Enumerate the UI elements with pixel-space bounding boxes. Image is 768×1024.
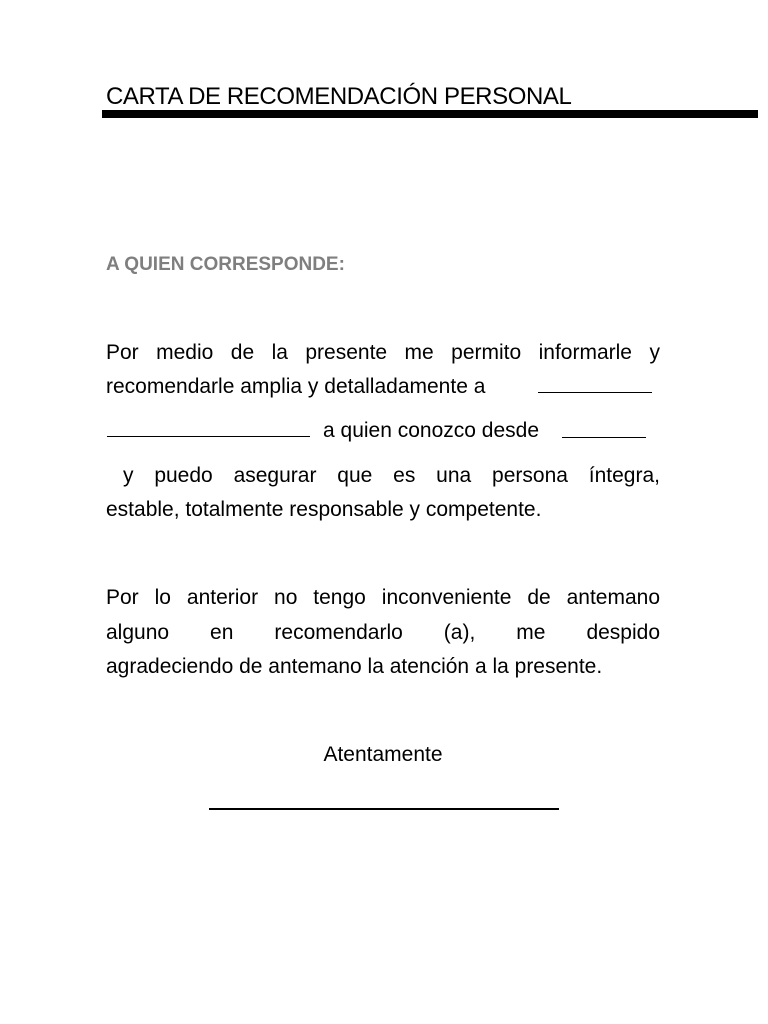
word: de [527,586,551,609]
name-blank-line [538,392,652,393]
paragraph2-line2 [106,618,660,648]
word: Por [106,586,139,609]
word: antemano [566,586,660,609]
word: es [393,464,416,487]
word: informarle [538,341,632,364]
word: medio [156,341,214,364]
word: de [230,341,255,364]
word: puedo [154,464,213,487]
title-underline-rule [102,110,758,118]
word: una [436,464,472,487]
word: y [649,341,660,364]
word: que [337,464,373,487]
word: me [516,621,546,644]
paragraph2-line3-text: agradeciendo de antemano la atención a la presente. [106,655,603,678]
word: y [123,464,134,487]
paragraph1-line4 [123,461,660,491]
paragraph1-line5 [106,495,660,525]
word: tengo [313,586,366,609]
paragraph1-line3 [323,416,539,446]
word: íntegra, [588,464,660,487]
word: despido [586,621,660,644]
salutation: A QUIEN CORRESPONDE: [106,254,345,275]
word: presente [305,341,388,364]
word: Por [106,341,139,364]
paragraph1-line1 [106,338,660,368]
paragraph1-line2-text: recomendarle amplia y detalladamente a [106,375,486,398]
paragraph2-line3 [106,652,660,682]
signature-line [209,808,559,810]
word: no [274,586,298,609]
word: anterior [186,586,259,609]
since-date-blank-line [562,437,646,438]
name-blank-line-continued [107,436,310,437]
document-title: CARTA DE RECOMENDACIÓN PERSONAL [106,83,572,110]
paragraph1-line5-text: estable, totalmente responsable y competente. [106,498,542,521]
paragraph1-line3-text: a quien conozco desde [323,419,539,442]
word: alguno [106,621,170,644]
word: asegurar [233,464,317,487]
word: me [404,341,434,364]
word: (a), [443,621,476,644]
word: lo [154,586,171,609]
word: recomendarlo [274,621,403,644]
word: en [210,621,234,644]
word: inconveniente [381,586,512,609]
word: la [271,341,288,364]
word: persona [492,464,568,487]
closing-text: Atentamente [323,743,443,766]
paragraph1-line2 [106,372,660,402]
word: permito [451,341,522,364]
paragraph2-line1 [106,583,660,613]
